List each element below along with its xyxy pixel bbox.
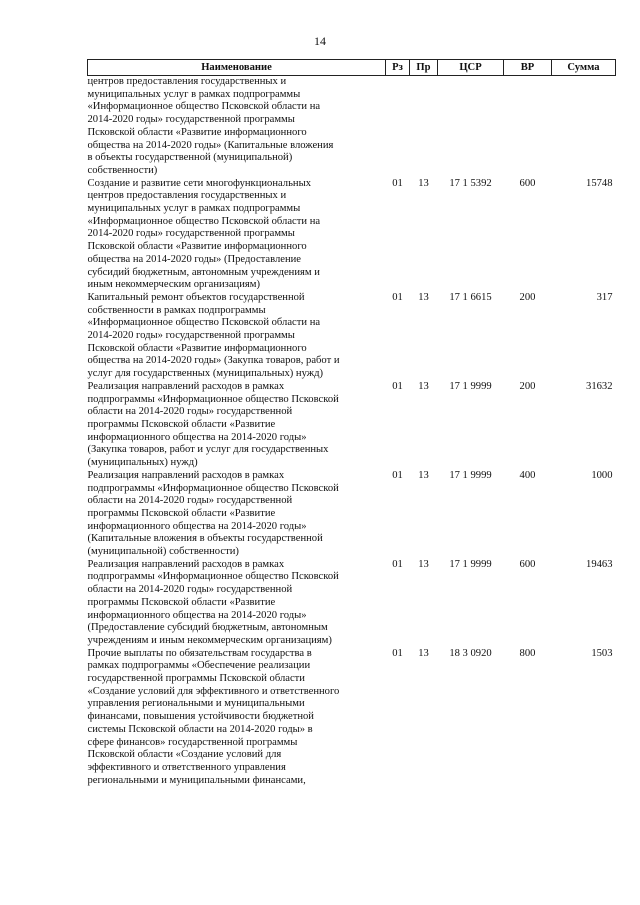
row-name-line: собственности): [87, 164, 158, 176]
row-name-line: Создание и развитие сети многофункциональных: [87, 177, 312, 189]
row-name: [88, 648, 386, 788]
row-name-line: Реализация направлений расходов в рамках: [87, 469, 285, 481]
row-name-line: системы Псковской области на 2014-2020 годы» в: [87, 723, 313, 735]
row-csr: 17 1 6615: [449, 291, 492, 303]
row-name-line: области на 2014-2020 годы» государственной: [87, 406, 293, 418]
row-name-line: программы Псковской области «Развитие: [87, 596, 276, 608]
table-body: [88, 76, 616, 788]
row-name: [88, 559, 386, 648]
table-row: [88, 470, 616, 559]
budget-table: [87, 59, 616, 787]
row-vr: 600: [519, 177, 536, 189]
row-pr: 13: [418, 469, 429, 481]
row-name-line: Псковской области «Развитие информационного: [87, 342, 307, 354]
row-name-line: Реализация направлений расходов в рамках: [87, 380, 285, 392]
table-row: [88, 178, 616, 292]
row-rz: 01: [392, 647, 403, 659]
row-name-line: подпрограммы «Информационное общество Псковской: [87, 393, 339, 405]
header-pr: Пр: [410, 60, 438, 76]
row-rz: 01: [392, 380, 403, 392]
row-name-line: 2014-2020 годы» государственной программы: [87, 330, 295, 342]
row-name-line: информационного общества на 2014-2020 годы»: [87, 431, 307, 443]
header-row: [88, 60, 616, 76]
row-name-line: программы Псковской области «Развитие: [87, 418, 276, 430]
row-vr: 200: [519, 291, 536, 303]
row-name-line: Прочие выплаты по обязательствам государства в: [87, 647, 312, 659]
row-name-line: субсидий бюджетным, автономным учреждениям и: [87, 266, 320, 278]
row-name-line: области на 2014-2020 годы» государственной: [87, 495, 293, 507]
row-vr: [504, 76, 552, 178]
row-csr: 17 1 9999: [449, 558, 492, 570]
table-header: [88, 60, 616, 76]
row-name-line: общества на 2014-2020 годы» (Капитальные вложения: [87, 139, 334, 151]
row-name-line: программы Псковской области «Развитие: [87, 507, 276, 519]
row-csr: [438, 76, 504, 178]
row-name-line: собственности в рамках подпрограммы: [87, 304, 266, 316]
row-pr: 13: [418, 647, 429, 659]
table-row: [88, 648, 616, 788]
row-name-line: Псковской области «Создание условий для: [87, 749, 282, 761]
row-rz: 01: [392, 177, 403, 189]
row-name-line: муниципальных услуг в рамках подпрограммы: [87, 88, 301, 100]
table-row: [88, 381, 616, 470]
row-name-line: центров предоставления государственных и: [87, 190, 287, 202]
row-name-line: «Создание условий для эффективного и ответственного: [87, 685, 340, 697]
row-name-line: (Закупка товаров, работ и услуг для государственных: [87, 444, 329, 456]
row-pr: 13: [418, 177, 429, 189]
row-name-line: 2014-2020 годы» государственной программы: [87, 228, 295, 240]
row-name-line: услуг для государственных (муниципальных) нужд): [87, 368, 323, 380]
header-csr: ЦСР: [438, 60, 504, 76]
row-sum: 31632: [586, 380, 613, 392]
row-name-line: 2014-2020 годы» государственной программы: [87, 114, 295, 126]
row-name-line: сфере финансов» государственной программы: [87, 736, 298, 748]
row-name-line: Реализация направлений расходов в рамках: [87, 558, 285, 570]
row-name-line: «Информационное общество Псковской области на: [87, 215, 321, 227]
row-name-line: эффективного и ответственного управления: [87, 761, 286, 773]
row-pr: 13: [418, 380, 429, 392]
row-sum: 1000: [591, 469, 613, 481]
row-name-line: информационного общества на 2014-2020 годы»: [87, 520, 307, 532]
row-name-line: общества на 2014-2020 годы» (Предоставление: [87, 253, 301, 265]
row-name-line: рамках подпрограммы «Обеспечение реализации: [87, 660, 311, 672]
table-row: [88, 76, 616, 178]
row-name-line: региональными и муниципальными финансами,: [87, 774, 306, 786]
row-name-line: (Капитальные вложения в объекты государственной: [87, 533, 323, 545]
row-name-line: Псковской области «Развитие информационного: [87, 126, 307, 138]
row-name-line: государственной программы Псковской области: [87, 673, 305, 685]
row-vr: 200: [519, 380, 536, 392]
row-name: [88, 381, 386, 470]
row-name-line: центров предоставления государственных и: [87, 76, 287, 87]
row-csr: 17 1 5392: [449, 177, 492, 189]
row-name-line: Капитальный ремонт объектов государственной: [87, 291, 305, 303]
row-sum: 317: [596, 291, 613, 303]
row-name-line: муниципальных услуг в рамках подпрограммы: [87, 203, 301, 215]
header-sum: Сумма: [552, 60, 616, 76]
row-csr: 17 1 9999: [449, 380, 492, 392]
row-name-line: (Предоставление субсидий бюджетным, автономным: [87, 622, 328, 634]
row-name-line: учреждениям и иным некоммерческим организациям): [87, 634, 332, 646]
row-rz: [386, 76, 410, 178]
row-rz: 01: [392, 558, 403, 570]
row-name-line: подпрограммы «Информационное общество Псковской: [87, 571, 339, 583]
table-row: [88, 559, 616, 648]
row-name-line: иным некоммерческим организациям): [87, 279, 260, 291]
row-name: [88, 470, 386, 559]
row-name-line: общества на 2014-2020 годы» (Закупка товаров, работ и: [87, 355, 340, 367]
row-name-line: финансами, повышения устойчивости бюджетной: [87, 711, 314, 723]
header-name: Наименование: [88, 60, 386, 76]
row-rz: 01: [392, 469, 403, 481]
header-rz: Рз: [386, 60, 410, 76]
row-vr: 600: [519, 558, 536, 570]
row-vr: 400: [519, 469, 536, 481]
row-vr: 800: [519, 647, 536, 659]
row-name-line: в объекты государственной (муниципальной): [87, 152, 293, 164]
header-vr: ВР: [504, 60, 552, 76]
row-name-line: «Информационное общество Псковской области на: [87, 101, 321, 113]
row-rz: 01: [392, 291, 403, 303]
row-name: [88, 178, 386, 292]
row-name-line: (муниципальных) нужд): [87, 457, 198, 469]
row-csr: 18 3 0920: [449, 647, 492, 659]
table-row: [88, 292, 616, 381]
page-number: 14: [314, 34, 326, 48]
row-name-line: (муниципальной) собственности): [87, 546, 239, 558]
row-pr: [410, 76, 438, 178]
row-name-line: области на 2014-2020 годы» государственной: [87, 584, 293, 596]
row-name-line: управления региональными и муниципальными: [87, 698, 305, 710]
row-name-line: подпрограммы «Информационное общество Псковской: [87, 482, 339, 494]
row-sum: 1503: [591, 647, 613, 659]
row-sum: 15748: [586, 177, 613, 189]
row-name: [88, 76, 386, 178]
row-name: [88, 292, 386, 381]
row-sum: 19463: [586, 558, 613, 570]
row-csr: 17 1 9999: [449, 469, 492, 481]
row-pr: 13: [418, 291, 429, 303]
row-name-line: «Информационное общество Псковской области на: [87, 317, 321, 329]
row-pr: 13: [418, 558, 429, 570]
row-name-line: Псковской области «Развитие информационного: [87, 241, 307, 253]
row-sum: [552, 76, 616, 178]
row-name-line: информационного общества на 2014-2020 годы»: [87, 609, 307, 621]
